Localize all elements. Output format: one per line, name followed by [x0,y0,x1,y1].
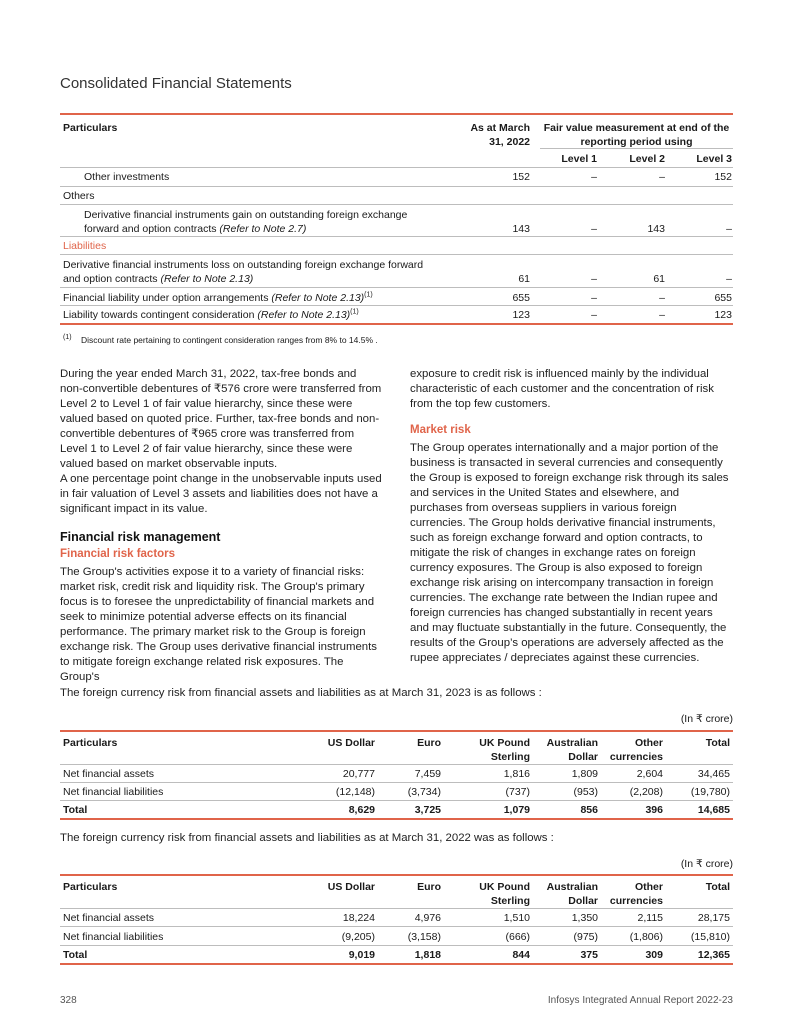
row-divider [60,926,733,927]
fx-total-cell: 1,079 [503,804,530,816]
fx-cell: 1,350 [571,912,598,924]
fx-cell: (953) [573,786,598,798]
fv-cell: 152 [714,171,732,183]
table-bottom-rule [60,323,733,325]
fx-total-cell: 1,818 [414,949,441,961]
fv-cell: – [591,171,597,183]
col-header: US Dollar [327,737,375,749]
fx-row-label: Net financial liabilities [63,931,164,943]
unit-label: (In ₹ crore) [680,858,733,870]
fx-cell: 1,510 [503,912,530,924]
paragraph: During the year ended March 31, 2022, tax-free bonds and non-convertible debentures of ₹576 crore were transferred from Level 2 to Level 1 of fair value hierarchy, since these were valued based on quoted price. Further, tax-free bonds and non-convertible debentures of ₹965 crore was transferred from Level 1 to Level 2 of fair value hierarchy, since these were valued based on market observable inputs. [60,368,382,470]
fx-cell: (3,158) [407,931,441,943]
fx-cell: (15,810) [690,931,730,943]
fx-cell: (975) [573,931,598,943]
unit-label: (In ₹ crore) [680,713,733,725]
col-header: Euro [417,737,441,749]
fv-row-label: Derivative financial instruments loss on outstanding foreign exchange forward [63,259,424,271]
fv-row-label: Derivative financial instruments gain on outstanding foreign exchange [84,209,408,221]
footnote [63,334,378,346]
row-divider [60,945,733,946]
fv-cell: 655 [714,292,732,304]
fv-cell: – [659,292,665,304]
label-text: Liability towards contingent consideration [63,309,258,321]
fv-row-label: Other investments [84,171,170,183]
fv-row-label [63,308,359,322]
footnote-mark: (1) [364,291,373,299]
fx-total-cell: 844 [512,949,530,961]
page-title: Consolidated Financial Statements [60,75,292,92]
row-divider [60,167,733,168]
subsection-heading: Financial risk factors [60,548,176,560]
fv-cell: – [591,223,597,235]
fx-cell: 2,604 [636,768,663,780]
col-header-fair-value: Fair value measurement at end of the reporting period using [543,122,730,148]
fx-cell: 20,777 [342,768,375,780]
row-divider [60,782,733,783]
fx-total-cell: 309 [645,949,663,961]
fx-total-label: Total [63,804,88,816]
col-header: Other currencies [609,881,663,907]
fx-cell: 1,809 [571,768,598,780]
fv-row-label-cont [84,222,306,236]
fv-cell: 61 [653,273,665,285]
col-header-as-at: As at March 31, 2022 [470,122,530,148]
fx-cell: (666) [505,931,530,943]
fv-cell: – [659,171,665,183]
paragraph: A one percentage point change in the unobservable inputs used in fair valuation of Level 3 assets and liabilities does not have a significant impact in its value. [60,473,382,515]
col-header-level3: Level 3 [696,153,732,165]
col-header: Australian Dollar [546,881,598,907]
footnote-mark: (1) [63,334,72,342]
note-reference: (Refer to Note 2.13) [257,309,351,321]
fx-total-cell: 12,365 [697,949,730,961]
fv-cell: – [659,309,665,321]
fv-cell: – [591,273,597,285]
row-divider [60,236,733,237]
table-top-rule [60,874,733,876]
fv-cell: 655 [512,292,530,304]
fv-cell: 123 [512,309,530,321]
fv-cell: 143 [647,223,665,235]
fx-total-label: Total [63,949,88,961]
fx-row-label: Net financial assets [63,768,155,780]
table-intro: The foreign currency risk from financial assets and liabilities as at March 31, 2023 is as follows : [60,687,542,699]
fv-row-label-cont [63,272,253,286]
fx-cell: (1,806) [629,931,663,943]
fx-cell: (3,734) [407,786,441,798]
fv-row-label [63,291,373,305]
fv-cell: – [726,223,732,235]
fx-cell: 34,465 [697,768,730,780]
table-bottom-rule [60,963,733,965]
row-divider [60,186,733,187]
col-header: Other currencies [609,737,663,763]
col-header: Australian Dollar [546,737,598,763]
col-header-particulars: Particulars [63,122,118,134]
note-reference: (Refer to Note 2.7) [219,223,307,235]
fx-total-cell: 8,629 [348,804,375,816]
fv-cell: 61 [518,273,530,285]
subsection-heading: Market risk [410,424,471,436]
fv-cell: – [591,292,597,304]
row-divider [60,764,733,765]
section-heading: Financial risk management [60,530,221,544]
fx-total-cell: 856 [580,804,598,816]
col-header: Total [705,881,730,893]
fx-cell: (12,148) [335,786,375,798]
table-top-rule [60,113,733,115]
fx-row-label: Net financial liabilities [63,786,164,798]
col-header: US Dollar [327,881,375,893]
fx-total-cell: 3,725 [414,804,441,816]
label-text: Financial liability under option arrangements [63,292,272,304]
report-title: Infosys Integrated Annual Report 2022-23 [547,995,733,1006]
col-header-particulars: Particulars [63,737,118,749]
table-intro: The foreign currency risk from financial assets and liabilities as at March 31, 2022 was as follows : [60,832,554,844]
fx-cell: 1,816 [503,768,530,780]
fv-cell: 123 [714,309,732,321]
row-divider [60,287,733,288]
col-header: Euro [417,881,441,893]
fx-cell: (19,780) [690,786,730,798]
col-header-level1: Level 1 [561,153,597,165]
col-header-particulars: Particulars [63,881,118,893]
section-label-liabilities: Liabilities [63,240,107,252]
fx-total-cell: 396 [645,804,663,816]
fv-row-label: Others [63,190,95,202]
row-divider [60,800,733,801]
fv-cell: 143 [512,223,530,235]
fx-cell: 7,459 [414,768,441,780]
note-reference: (Refer to Note 2.13) [271,292,365,304]
paragraph: The Group operates internationally and a major portion of the business is transacted in several currencies and consequently the Group is exposed to foreign exchange risk through its sales and services in the United States and elsewhere, and purchases from overseas suppliers in various foreign currencies. The Group holds derivative financial instruments, such as foreign exchange forward and option contracts, to mitigate the risk of changes in exchange rates on foreign currency exposures. The Group is also exposed to foreign exchange risk arising on intercompany transaction in foreign currencies. The exchange rate between the Indian rupee and foreign currencies has changed substantially in recent years and may fluctuate substantially in the future. Consequently, the results of the Group’s operations are adversely affected as the rupee appreciates / depreciates against these currencies. [410,442,729,664]
paragraph: exposure to credit risk is influenced mainly by the individual characteristic of each customer and the concentration of risk from the top few customers. [410,368,714,410]
fv-cell: 152 [512,171,530,183]
fv-cell: – [726,273,732,285]
col-header: UK Pound Sterling [479,737,530,763]
row-divider [60,305,733,306]
col-header: UK Pound Sterling [479,881,530,907]
label-text: and option contracts [63,273,161,285]
label-text: forward and option contracts [84,223,220,235]
col-header-level2: Level 2 [629,153,665,165]
row-divider [60,908,733,909]
fx-cell: (2,208) [629,786,663,798]
fx-cell: 18,224 [342,912,375,924]
fx-total-cell: 9,019 [348,949,375,961]
col-header: Total [705,737,730,749]
fx-cell: 28,175 [697,912,730,924]
paragraph: The Group's activities expose it to a variety of financial risks: market risk, credit risk and liquidity risk. The Group's primary focus is to foresee the unpredictability of financial markets and seek to minimize potential adverse effects on its financial performance. The primary market risk to the Group is foreign exchange risk. The Group uses derivative financial instruments to mitigate foreign exchange related risk exposures. The Group's [60,566,377,683]
fx-total-cell: 14,685 [697,804,730,816]
table-bottom-rule [60,818,733,820]
fx-total-cell: 375 [580,949,598,961]
fx-cell: 2,115 [637,912,663,924]
footnote-text: Discount rate pertaining to contingent consideration ranges from 8% to 14.5% . [81,335,378,345]
footnote-mark: (1) [350,308,359,316]
fx-cell: 4,976 [414,912,441,924]
row-divider [60,254,733,255]
sub-header-rule [540,148,733,149]
fx-cell: (9,205) [341,931,375,943]
fx-cell: (737) [505,786,530,798]
fx-row-label: Net financial assets [63,912,155,924]
page-number: 328 [60,995,77,1006]
fv-cell: – [591,309,597,321]
note-reference: (Refer to Note 2.13) [160,273,254,285]
row-divider [60,204,733,205]
table-top-rule [60,730,733,732]
